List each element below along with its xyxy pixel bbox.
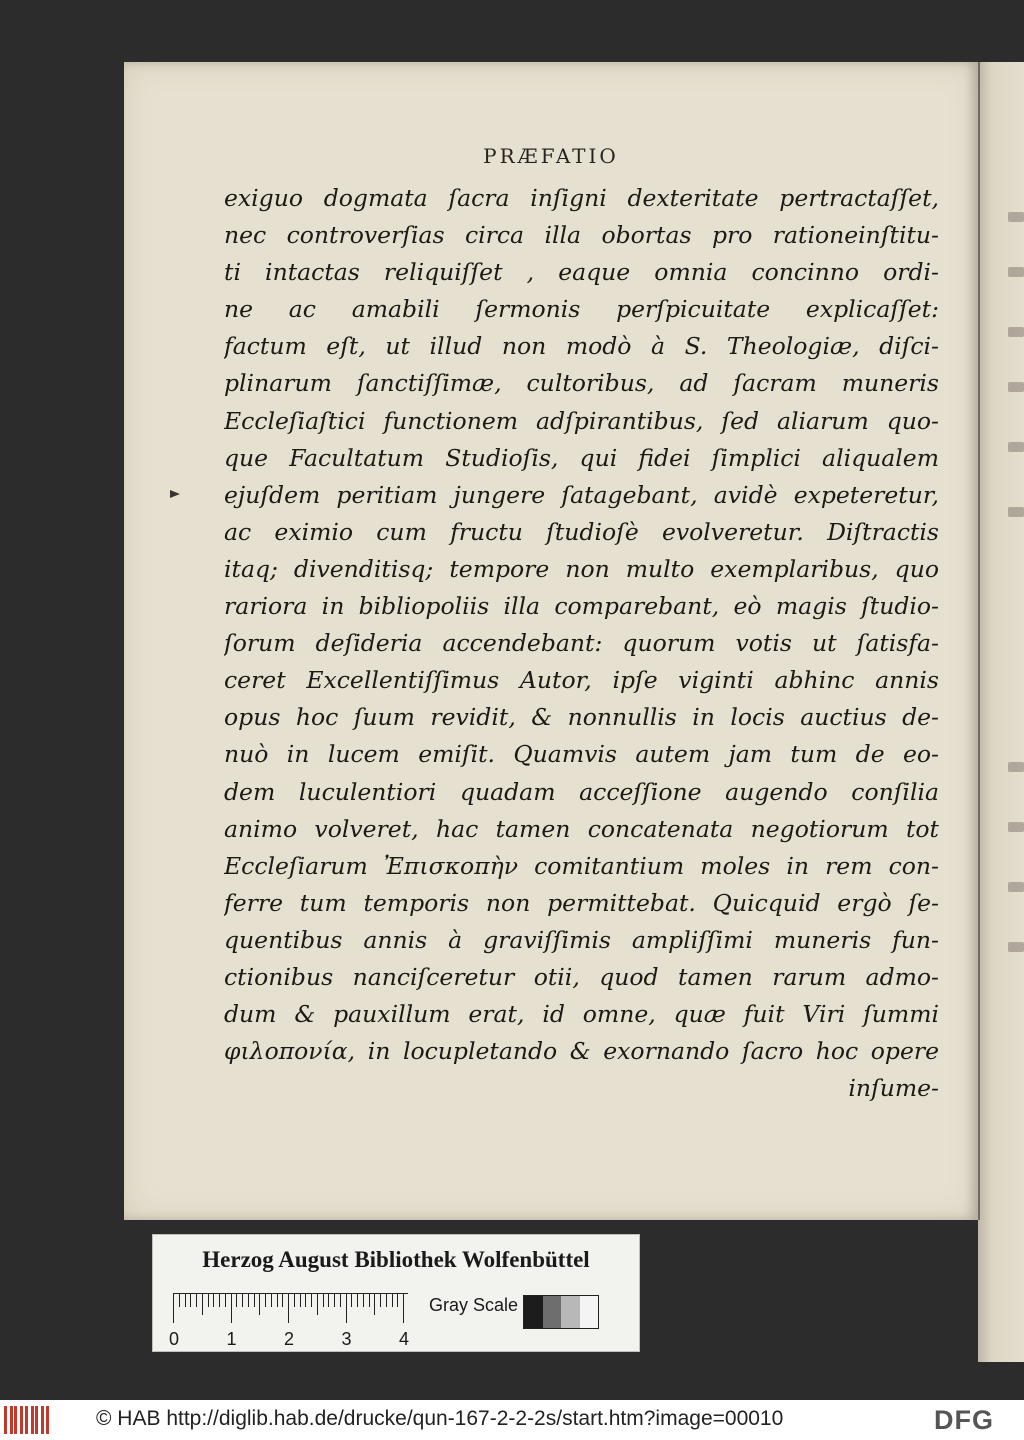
ruler-tick xyxy=(288,1293,289,1323)
text-line: ferre tum temporis non permittebat. Quicquid ergò ſe- xyxy=(224,888,939,917)
text-line: ſorum deſideria accendebant: quorum votis ut ſatisfa- xyxy=(224,629,939,658)
ruler-number: 0 xyxy=(169,1329,180,1349)
ghost-text-mark xyxy=(1008,267,1024,277)
ruler-number: 1 xyxy=(226,1329,237,1349)
ghost-text-mark xyxy=(1008,942,1024,952)
hab-barcode-logo-icon xyxy=(4,1406,50,1434)
text-line: quentibus annis à graviſſimis ampliſſimi muneris fun- xyxy=(224,925,939,954)
text-line: animo volveret, hac tamen concatenata negotiorum tot xyxy=(224,814,939,843)
ruler-number: 2 xyxy=(284,1329,295,1349)
page-body-text xyxy=(224,180,939,1107)
text-line: inſume- xyxy=(848,1074,939,1103)
text-line: ctionibus nanciſceretur otii, quod tamen rarum admo- xyxy=(224,962,939,991)
ruler-scale xyxy=(173,1293,408,1323)
book-page xyxy=(124,62,980,1220)
footer-bar xyxy=(0,1400,1024,1440)
ghost-text-mark xyxy=(1008,507,1024,517)
ruler-tick xyxy=(357,1293,358,1307)
text-line: opus hoc ſuum revidit, & nonnullis in locis auctius de- xyxy=(224,703,939,732)
gray-scale-label: Gray Scale xyxy=(429,1295,519,1315)
ruler-tick xyxy=(202,1293,203,1315)
ruler-tick xyxy=(351,1293,352,1307)
ruler-tick xyxy=(300,1293,301,1307)
text-line: Eccleſiarum Ἐπισκοπὴν comitantium moles in rem con- xyxy=(224,851,939,880)
logo-bar xyxy=(10,1406,13,1434)
ruler-tick xyxy=(265,1293,266,1307)
ruler-tick xyxy=(294,1293,295,1307)
gray-swatch xyxy=(543,1296,562,1328)
text-line: dem luculentiori quadam acceſſione augendo conſilia xyxy=(224,777,939,806)
ruler-tick xyxy=(282,1293,283,1307)
text-line: ac eximio cum fructu ſtudioſè evolveretur. Diſtractis xyxy=(224,517,939,546)
ghost-text-mark xyxy=(1008,442,1024,452)
ruler-tick xyxy=(225,1293,226,1307)
gray-swatch xyxy=(580,1296,599,1328)
text-line: ceret Excellentiſſimus Autor, ipſe viginti abhinc annis xyxy=(224,666,939,695)
ruler-number: 4 xyxy=(399,1329,410,1349)
text-line: factum eſt, ut illud non modò à S. Theologiæ, diſci- xyxy=(224,332,939,361)
ruler-tick xyxy=(363,1293,364,1307)
ruler-number: 3 xyxy=(341,1329,352,1349)
ruler-tick xyxy=(271,1293,272,1307)
adjacent-page-edge xyxy=(978,62,1024,1362)
logo-bar xyxy=(31,1406,34,1434)
gray-swatch xyxy=(561,1296,580,1328)
logo-bar xyxy=(20,1406,23,1434)
margin-pointer-icon xyxy=(170,490,180,498)
ruler-tick xyxy=(334,1293,335,1307)
ruler-tick xyxy=(340,1293,341,1307)
logo-bar xyxy=(41,1406,44,1434)
logo-bar xyxy=(14,1406,17,1434)
ruler-tick xyxy=(346,1293,347,1323)
text-line: nuò in lucem emiſit. Quamvis autem jam tum de eo- xyxy=(224,740,939,769)
text-line: dum & pauxillum erat, id omne, quæ fuit Viri ſummi xyxy=(224,1000,939,1029)
ruler-tick xyxy=(190,1293,191,1307)
ruler-tick xyxy=(305,1293,306,1307)
ruler-tick xyxy=(185,1293,186,1307)
ruler-tick xyxy=(311,1293,312,1307)
text-line: itaq; divenditisq; tempore non multo exemplaribus, quo xyxy=(224,554,939,583)
ruler-tick xyxy=(397,1293,398,1307)
ruler-tick xyxy=(380,1293,381,1307)
ruler-tick xyxy=(323,1293,324,1307)
text-line: ti intactas reliquiſſet , eaque omnia concinno ordi- xyxy=(224,258,939,287)
text-line: ne ac amabili ſermonis perſpicuitate explicaſſet: xyxy=(224,295,939,324)
ghost-text-mark xyxy=(1008,822,1024,832)
ruler-tick xyxy=(242,1293,243,1307)
ghost-text-mark xyxy=(1008,212,1024,222)
logo-bar xyxy=(35,1406,38,1434)
text-line: exiguo dogmata ſacra inſigni dexteritate pertractaſſet, xyxy=(224,184,939,212)
calibration-card xyxy=(152,1234,640,1352)
ruler-tick xyxy=(196,1293,197,1307)
text-line: que Facultatum Studioſis, qui fidei ſimplici aliqualem xyxy=(224,443,939,472)
ghost-text-mark xyxy=(1008,762,1024,772)
ruler-tick xyxy=(236,1293,237,1307)
ruler-tick xyxy=(179,1293,180,1307)
logo-bar xyxy=(46,1406,49,1434)
gray-swatch xyxy=(524,1296,543,1328)
ruler-tick xyxy=(173,1293,174,1323)
text-line: φιλοπονία, in locupletando & exornando ſacro hoc opere xyxy=(224,1037,939,1066)
logo-bar xyxy=(4,1406,7,1434)
ruler-tick xyxy=(254,1293,255,1307)
running-head: PRÆFATIO xyxy=(483,144,619,168)
text-line: plinarum ſanctiſſimæ, cultoribus, ad ſacram muneris xyxy=(224,369,939,398)
ghost-text-mark xyxy=(1008,882,1024,892)
dfg-logo: DFG xyxy=(934,1405,994,1435)
ruler-tick xyxy=(231,1293,232,1323)
text-line: nec controverſias circa illa obortas pro rationeinſtitu- xyxy=(224,221,939,250)
library-name: Herzog August Bibliothek Wolfenbüttel xyxy=(202,1247,590,1272)
ruler-tick xyxy=(219,1293,220,1307)
ruler-tick xyxy=(248,1293,249,1307)
gray-scale-swatches xyxy=(523,1295,599,1329)
ruler-tick xyxy=(374,1293,375,1315)
ruler-tick xyxy=(259,1293,260,1315)
ghost-text-mark xyxy=(1008,327,1024,337)
ruler-tick xyxy=(317,1293,318,1315)
text-line: Eccleſiaſtici functionem adſpirantibus, ſed aliarum quo- xyxy=(224,406,939,435)
ruler-tick xyxy=(208,1293,209,1307)
text-line: rariora in bibliopoliis illa comparebant, eò magis ſtudio- xyxy=(224,592,939,621)
ghost-text-mark xyxy=(1008,382,1024,392)
ruler-tick xyxy=(369,1293,370,1307)
copyright-link[interactable]: © HAB http://diglib.hab.de/drucke/qun-167-2-2-2s/start.htm?image=00010 xyxy=(96,1407,784,1430)
logo-bar xyxy=(25,1406,28,1434)
ruler-tick xyxy=(403,1293,404,1323)
ruler-tick xyxy=(392,1293,393,1307)
ruler-tick xyxy=(386,1293,387,1307)
text-line: ejuſdem peritiam jungere ſatagebant, avidè expeteretur, xyxy=(224,480,939,509)
ruler-tick xyxy=(277,1293,278,1307)
ruler-tick xyxy=(328,1293,329,1307)
ruler-tick xyxy=(213,1293,214,1307)
